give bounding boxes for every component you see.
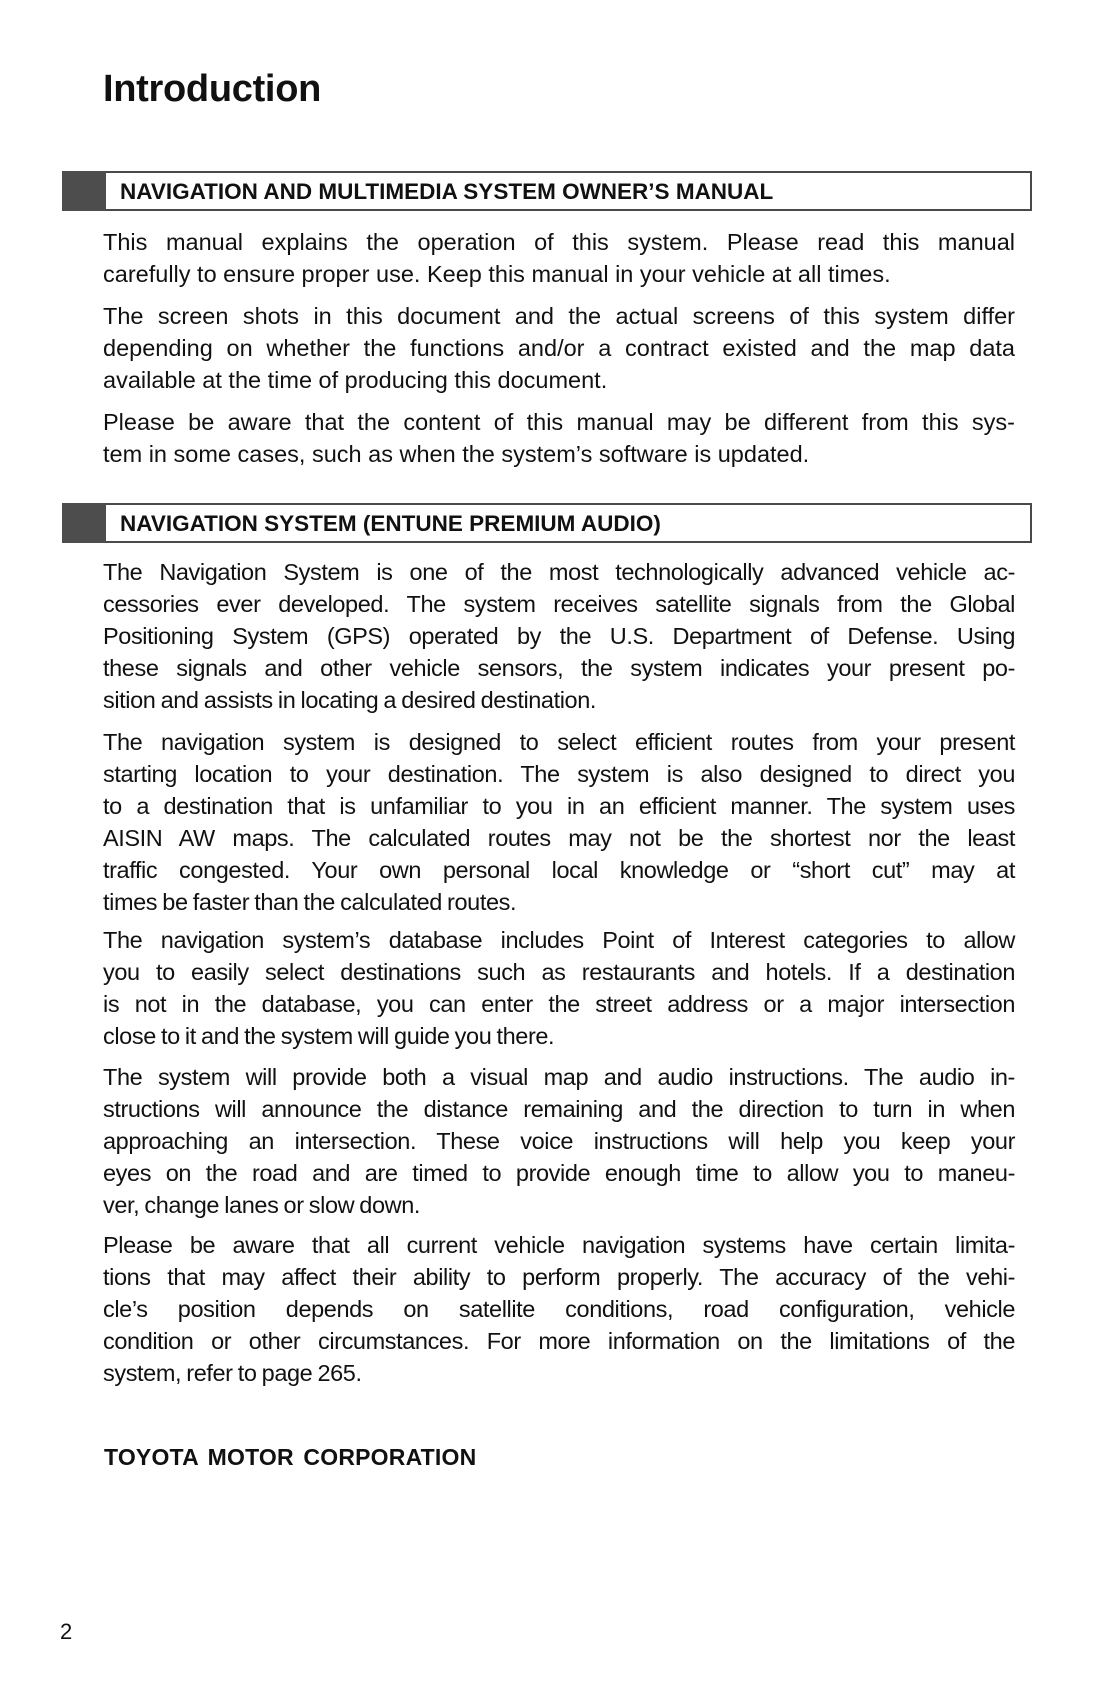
paragraph-line: starting location to your destination. The system is also designed to direct you [103,761,1015,787]
paragraph-line: depending on whether the functions and/or a contract existed and the map data [103,335,1015,361]
paragraph-line: you to easily select destinations such as restaurants and hotels. If a destination [103,959,1015,985]
section-heading: NAVIGATION AND MULTIMEDIA SYSTEM OWNER’S MANUAL [120,179,774,204]
paragraph-line: to a destination that is unfamiliar to you in an efficient manner. The system uses [103,793,1015,819]
section-heading: NAVIGATION SYSTEM (ENTUNE PREMIUM AUDIO) [120,511,661,536]
paragraph [103,556,1015,716]
paragraph-line: eyes on the road and are timed to provide enough time to allow you to maneu- [103,1160,1015,1186]
paragraph-line: tions that may affect their ability to perform properly. The accuracy of the vehi- [103,1264,1015,1290]
paragraph-line: Positioning System (GPS) operated by the U.S. Department of Defense. Using [103,623,1015,649]
paragraph [103,1229,1015,1389]
paragraph [103,1061,1015,1221]
paragraph-line: times be faster than the calculated routes. [103,889,517,915]
paragraph-line: structions will announce the distance remaining and the direction to turn in when [103,1096,1015,1122]
paragraph-line: The navigation system’s database includes Point of Interest categories to allow [103,927,1015,953]
paragraph-line: close to it and the system will guide you there. [103,1023,555,1049]
paragraph-line: cle’s position depends on satellite conditions, road configuration, vehicle [103,1296,1015,1322]
paragraph-line: Please be aware that the content of this manual may be different from this sys- [103,409,1015,435]
paragraph [103,300,1015,396]
paragraph-line: carefully to ensure proper use. Keep this manual in your vehicle at all times. [103,261,891,287]
paragraph-line: ver, change lanes or slow down. [103,1192,421,1218]
paragraph-line: cessories ever developed. The system receives satellite signals from the Global [103,591,1015,617]
paragraph-line: This manual explains the operation of this system. Please read this manual [103,229,1015,255]
section-header-owners-manual [62,171,1032,211]
paragraph-line: sition and assists in locating a desired destination. [103,687,597,713]
paragraph [103,924,1015,1052]
section-marker-block [62,171,106,211]
paragraph-line: condition or other circumstances. For more information on the limitations of the [103,1328,1015,1354]
paragraph-line: The navigation system is designed to select efficient routes from your present [103,729,1015,755]
paragraph-line: Please be aware that all current vehicle navigation systems have certain limita- [103,1232,1015,1258]
company-name: TOYOTA MOTOR CORPORATION [104,1444,477,1470]
section-marker-block [62,503,106,543]
paragraph [103,226,1015,290]
paragraph-line: available at the time of producing this document. [103,367,608,393]
paragraph [103,726,1015,918]
paragraph-line: The screen shots in this document and the actual screens of this system differ [103,303,1015,329]
paragraph-line: traffic congested. Your own personal local knowledge or “short cut” may at [103,857,1015,883]
paragraph-line: AISIN AW maps. The calculated routes may not be the shortest nor the least [103,825,1015,851]
paragraph-line: The Navigation System is one of the most technologically advanced vehicle ac- [103,559,1015,585]
paragraph [103,406,1015,470]
paragraph-line: these signals and other vehicle sensors, the system indicates your present po- [103,655,1015,681]
section-header-navigation-system [62,503,1032,543]
paragraph-line: system, refer to page 265. [103,1360,362,1386]
paragraph-line: tem in some cases, such as when the system’s software is updated. [103,441,810,467]
paragraph-line: is not in the database, you can enter the street address or a major intersection [103,991,1015,1017]
paragraph-line: The system will provide both a visual map and audio instructions. The audio in- [103,1064,1015,1090]
page-number: 2 [60,1619,73,1644]
page-title: Introduction [103,68,322,110]
paragraph-line: approaching an intersection. These voice instructions will help you keep your [103,1128,1015,1154]
